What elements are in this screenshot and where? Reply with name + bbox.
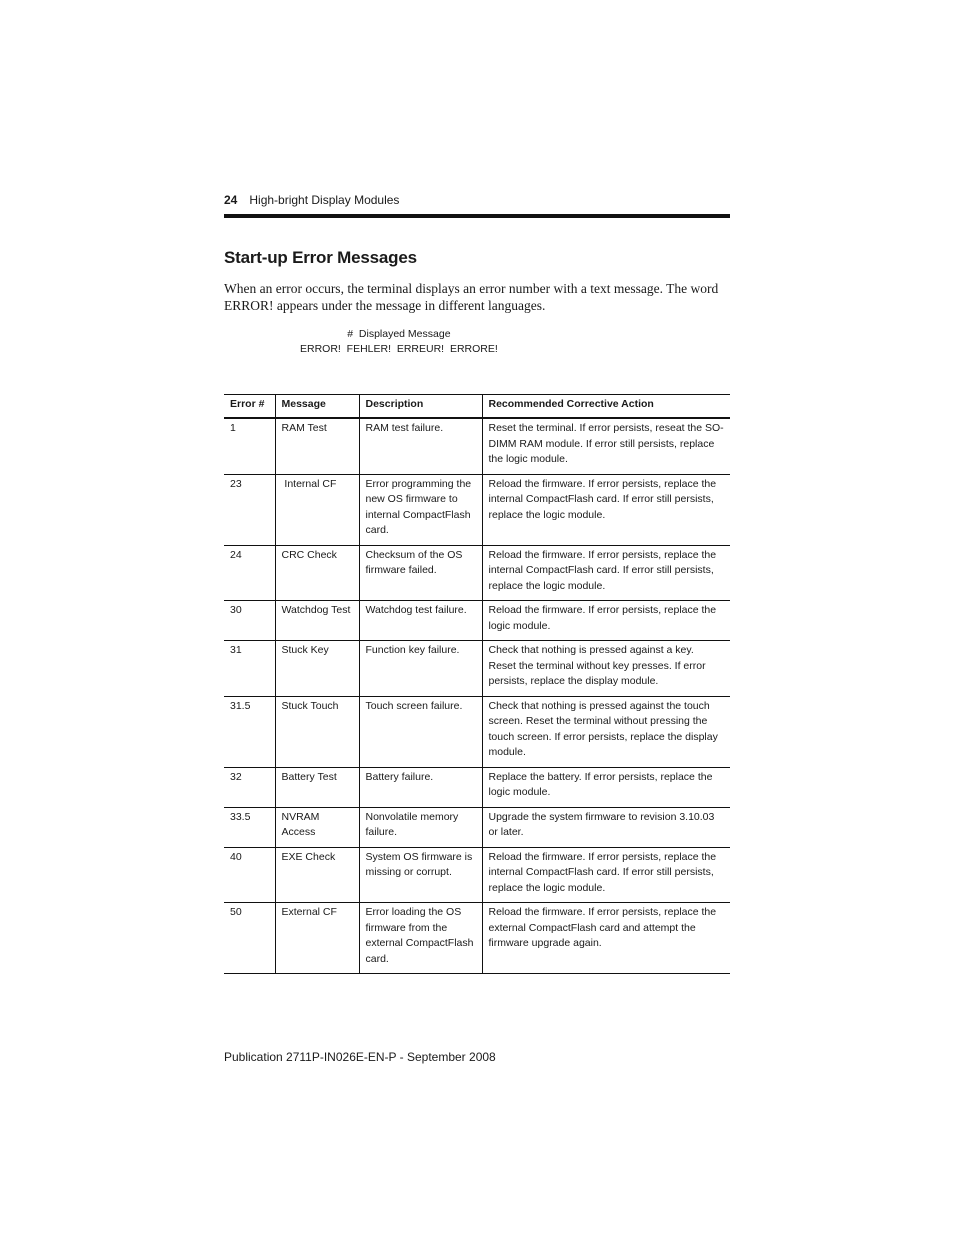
display-sample [300, 327, 498, 357]
description-cell: Watchdog test failure. [359, 601, 482, 641]
error-number-cell: 24 [224, 545, 275, 601]
table-header-row [224, 395, 730, 419]
error-number-cell: 40 [224, 847, 275, 903]
message-cell: External CF [275, 903, 359, 974]
action-cell: Reload the firmware. If error persists, replace the external CompactFlash card and attempt the firmware upgrade again. [482, 903, 730, 974]
column-header-description: Description [359, 395, 482, 419]
description-cell: System OS firmware is missing or corrupt. [359, 847, 482, 903]
description-cell: RAM test failure. [359, 418, 482, 474]
action-cell: Reload the firmware. If error persists, replace the internal CompactFlash card. If error still persists, replace the logic module. [482, 545, 730, 601]
action-cell: Check that nothing is pressed against the touch screen. Reset the terminal without pressing the touch screen. If error persists, replace the display module. [482, 696, 730, 767]
section-title: Start-up Error Messages [224, 248, 417, 267]
message-cell: EXE Check [275, 847, 359, 903]
message-cell: NVRAM Access [275, 807, 359, 847]
error-number-cell: 50 [224, 903, 275, 974]
display-sample-line-1: # Displayed Message [347, 328, 451, 340]
table-row [224, 601, 730, 641]
error-number-cell: 1 [224, 418, 275, 474]
intro-paragraph: When an error occurs, the terminal displays an error number with a text message. The word ERROR! appears under the message in different languages. [224, 281, 719, 313]
error-table [224, 394, 730, 974]
description-cell: Nonvolatile memory failure. [359, 807, 482, 847]
column-header-message: Message [275, 395, 359, 419]
message-cell: CRC Check [275, 545, 359, 601]
column-header-error-number: Error # [224, 395, 275, 419]
message-cell: Watchdog Test [275, 601, 359, 641]
error-number-cell: 30 [224, 601, 275, 641]
description-cell: Error programming the new OS firmware to internal CompactFlash card. [359, 474, 482, 545]
table-row [224, 474, 730, 545]
table-row [224, 641, 730, 697]
description-cell: Touch screen failure. [359, 696, 482, 767]
description-cell: Function key failure. [359, 641, 482, 697]
display-sample-line-2: ERROR! FEHLER! ERREUR! ERRORE! [300, 343, 498, 355]
action-cell: Reload the firmware. If error persists, replace the internal CompactFlash card. If error still persists, replace the logic module. [482, 474, 730, 545]
table-row [224, 696, 730, 767]
action-cell: Reload the firmware. If error persists, replace the internal CompactFlash card. If error still persists, replace the logic module. [482, 847, 730, 903]
publication-footer: Publication 2711P-IN026E-EN-P - September 2008 [224, 1050, 496, 1064]
message-cell: Internal CF [275, 474, 359, 545]
message-cell: Stuck Key [275, 641, 359, 697]
error-number-cell: 31 [224, 641, 275, 697]
action-cell: Reload the firmware. If error persists, replace the logic module. [482, 601, 730, 641]
action-cell: Check that nothing is pressed against a key. Reset the terminal without key presses. If error persists, replace the display module. [482, 641, 730, 697]
error-number-cell: 31.5 [224, 696, 275, 767]
page-number: 24 [224, 193, 238, 207]
description-cell: Error loading the OS firmware from the external CompactFlash card. [359, 903, 482, 974]
table-row [224, 807, 730, 847]
error-number-cell: 33.5 [224, 807, 275, 847]
error-number-cell: 32 [224, 767, 275, 807]
action-cell: Reset the terminal. If error persists, reseat the SO-DIMM RAM module. If error still persists, replace the logic module. [482, 418, 730, 474]
action-cell: Upgrade the system firmware to revision 3.10.03 or later. [482, 807, 730, 847]
table-row [224, 545, 730, 601]
table-row [224, 767, 730, 807]
page-header [224, 192, 730, 208]
message-cell: Battery Test [275, 767, 359, 807]
action-cell: Replace the battery. If error persists, replace the logic module. [482, 767, 730, 807]
error-number-cell: 23 [224, 474, 275, 545]
message-cell: Stuck Touch [275, 696, 359, 767]
description-cell: Checksum of the OS firmware failed. [359, 545, 482, 601]
column-header-corrective-action: Recommended Corrective Action [482, 395, 730, 419]
running-title: High-bright Display Modules [249, 193, 400, 207]
header-rule [224, 214, 730, 218]
table-row [224, 847, 730, 903]
table-row [224, 418, 730, 474]
table-row [224, 903, 730, 974]
description-cell: Battery failure. [359, 767, 482, 807]
message-cell: RAM Test [275, 418, 359, 474]
